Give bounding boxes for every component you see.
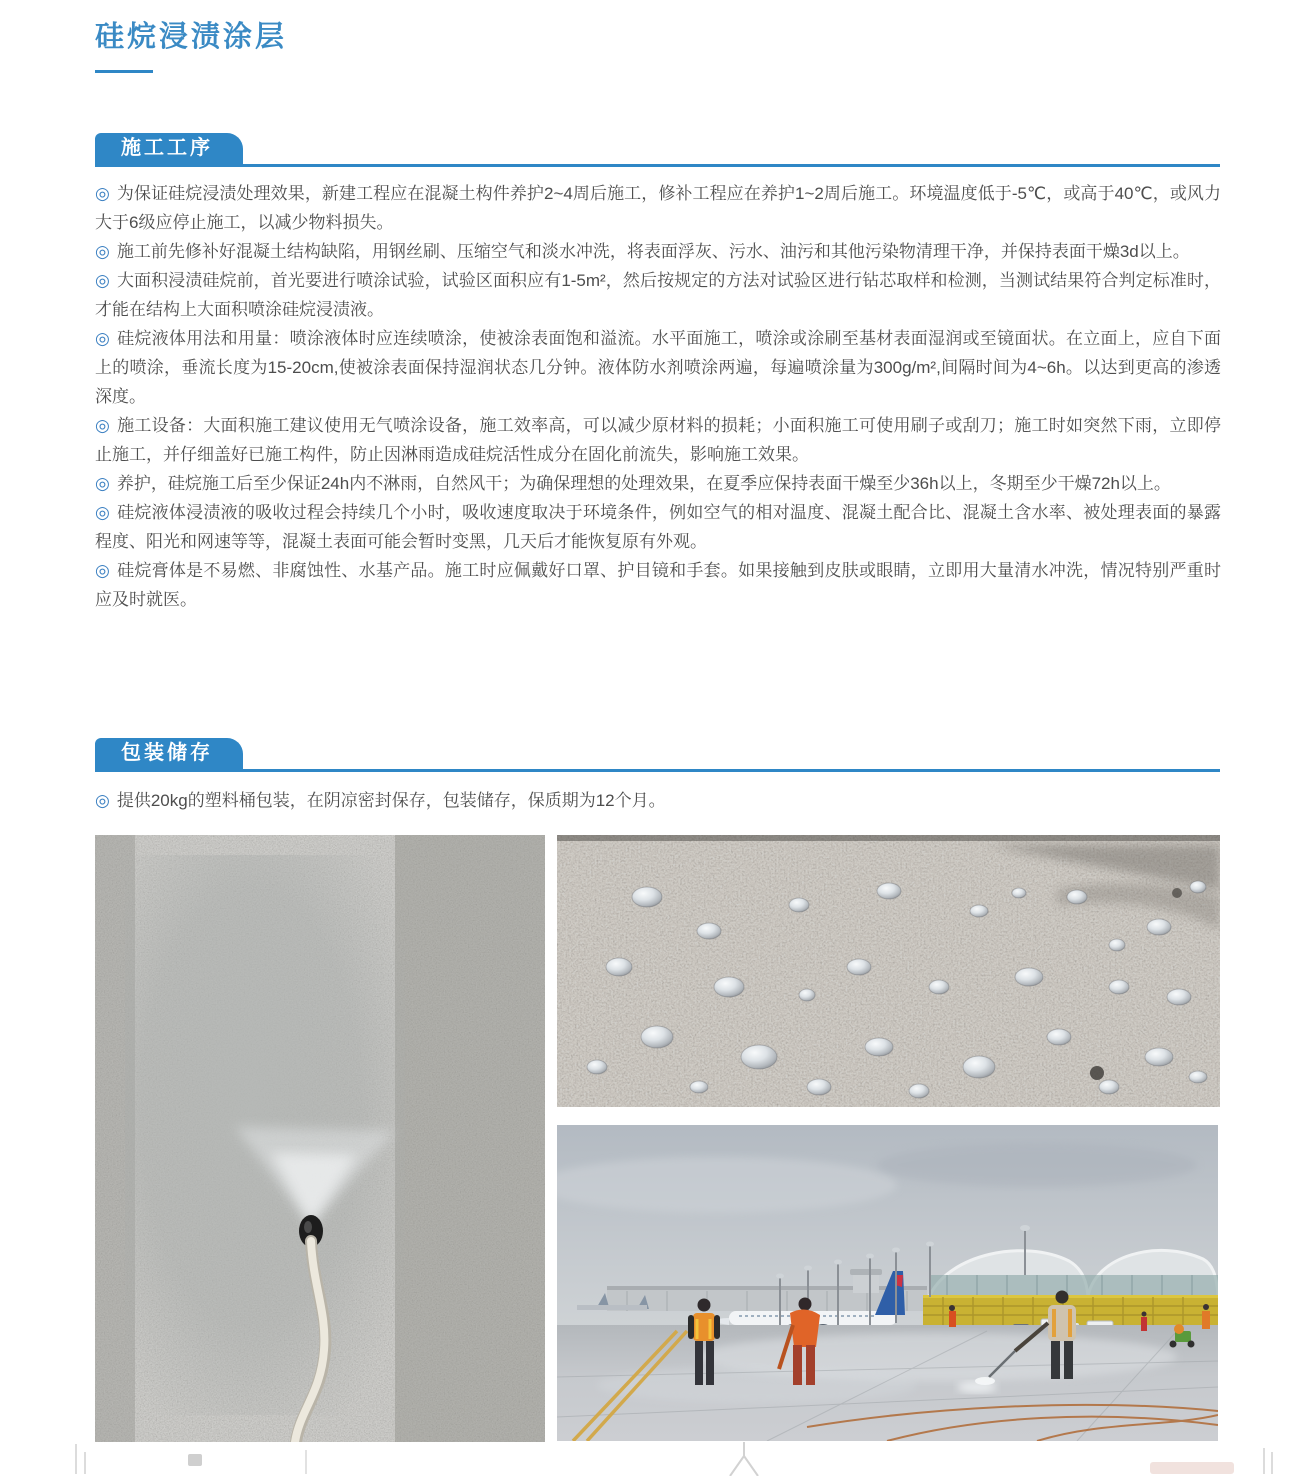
bullet-text: 施工设备：大面积施工建议使用无气喷涂设备，施工效率高，可以减少原材料的损耗；小面积施工可使用刷子或刮刀；施工时如突然下雨，立即停止施工，并仔细盖好已施工构件，防止因淋雨造成硅烷活性成分在固化前流失，影响施工效果。 xyxy=(95,416,1221,464)
control-tower xyxy=(853,1273,879,1293)
bullet-icon: ◎ xyxy=(95,416,111,435)
bullet-item xyxy=(95,556,1221,614)
section-badge-construction: 施工工序 xyxy=(95,133,243,164)
bullet-item xyxy=(95,179,1221,237)
title-underline xyxy=(95,70,153,73)
bullet-item xyxy=(95,498,1221,556)
faint-pylon-fragment xyxy=(722,1442,766,1476)
page-title: 硅烷浸渍涂层 xyxy=(95,21,288,53)
bullet-icon: ◎ xyxy=(95,503,111,522)
page-bottom-fragments xyxy=(0,1442,1290,1476)
bullet-item xyxy=(95,411,1221,469)
bullet-text: 大面积浸渍硅烷前，首光要进行喷涂试验，试验区面积应有1-5m²，然后按规定的方法对试验区进行钻芯取样和检测，当测试结果符合判定标准时，才能在结构上大面积喷涂硅烷浸渍液。 xyxy=(95,271,1222,319)
bullet-icon: ◎ xyxy=(95,561,111,580)
bullet-text: 为保证硅烷浸渍处理效果，新建工程应在混凝土构件养护2~4周后施工，修补工程应在养护1~2周后施工。环境温度低于-5℃，或高于40℃，或风力大于6级应停止施工，以减少物料损失。 xyxy=(95,184,1221,232)
bullet-icon: ◎ xyxy=(95,474,110,493)
construction-bullet-list xyxy=(95,179,1221,614)
bullet-icon: ◎ xyxy=(95,184,110,203)
section-badge-packaging: 包装储存 xyxy=(95,738,243,769)
bullet-item xyxy=(95,324,1221,411)
bullet-text: 硅烷膏体是不易燃、非腐蚀性、水基产品。施工时应佩戴好口罩、护目镜和手套。如果接触到皮肤或眼睛，立即用大量清水冲洗，情况特别严重时应及时就医。 xyxy=(95,561,1221,609)
bullet-text: 提供20kg的塑料桶包装，在阴凉密封保存，包装储存，保质期为12个月。 xyxy=(116,791,666,810)
packaging-bullet-list xyxy=(95,786,1221,815)
bullet-item xyxy=(95,469,1221,498)
bullet-item xyxy=(95,266,1221,324)
bullet-icon: ◎ xyxy=(95,791,110,810)
bullet-icon: ◎ xyxy=(95,242,110,261)
wall-spray-photo xyxy=(95,835,545,1442)
airport-apron-spraying-photo xyxy=(557,1125,1218,1441)
photo-gallery xyxy=(0,835,1290,1442)
bullet-text: 养护，硅烷施工后至少保证24h内不淋雨，自然风干；为确保理想的处理效果，在夏季应保持表面干燥至少36h以上，冬期至少干燥72h以上。 xyxy=(116,474,1171,493)
bullet-icon: ◎ xyxy=(95,271,110,290)
bullet-text: 硅烷液体浸渍液的吸收过程会持续几个小时，吸收速度取决于环境条件，例如空气的相对温度、混凝土配合比、混凝土含水率、被处理表面的暴露程度、阳光和网速等等，混凝土表面可能会暂时变黑，几天后才能恢复原有外观。 xyxy=(95,503,1221,551)
bullet-item xyxy=(95,786,1221,815)
bullet-text: 硅烷液体用法和用量：喷涂液体时应连续喷涂，使被涂表面饱和溢流。水平面施工，喷涂或涂刷至基材表面湿润或至镜面状。在立面上，应自下面上的喷涂，垂流长度为15-20cm,使被涂表面保持湿润状态几分钟。液体防水剂喷涂两遍，每遍喷涂量为300g/m²,间隔时间为4~6h。以达到更高的渗透深度。 xyxy=(95,329,1221,406)
section-header-packaging xyxy=(95,738,1220,772)
bullet-icon: ◎ xyxy=(95,329,111,348)
bullet-item xyxy=(95,237,1221,266)
hydrophobic-droplets-photo xyxy=(557,835,1220,1107)
section-header-construction xyxy=(95,133,1220,167)
bullet-text: 施工前先修补好混凝土结构缺陷，用钢丝刷、压缩空气和淡水冲洗，将表面浮灰、污水、油污和其他污染物清理干净，并保持表面干燥3d以上。 xyxy=(116,242,1190,261)
